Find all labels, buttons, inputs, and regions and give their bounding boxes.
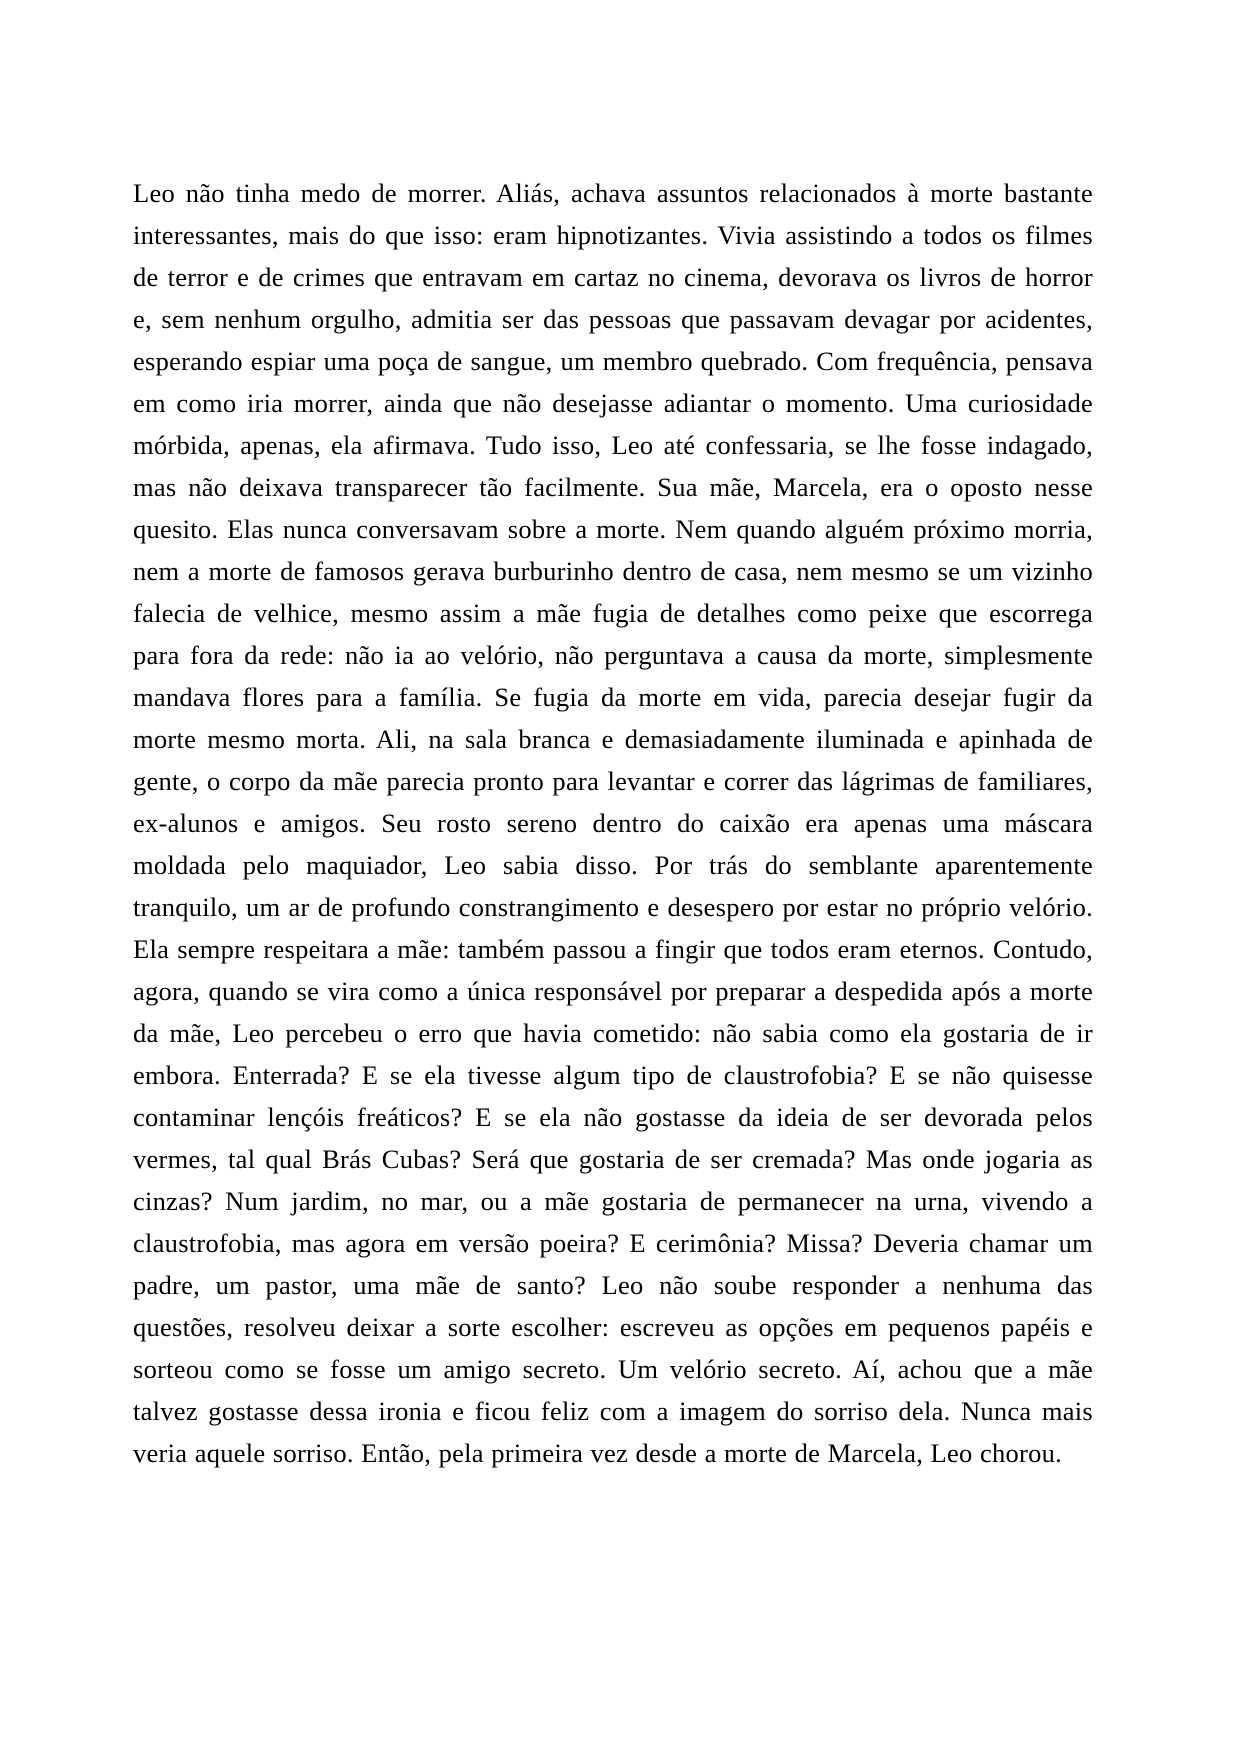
body-paragraph: Leo não tinha medo de morrer. Aliás, achava assuntos relacionados à morte bastante interessantes, mais do que isso: eram hipnotizantes. Vivia assistindo a todos os filmes de terror e de crimes que entravam em cartaz no cinema, devorava os livros de horror e, sem nenhum orgulho, admitia ser das pessoas que passavam devagar por acidentes, esperando espiar uma poça de sangue, um membro quebrado. Com frequência, pensava em como iria morrer, ainda que não desejasse adiantar o momento. Uma curiosidade mórbida, apenas, ela afirmava. Tudo isso, Leo até confessaria, se lhe fosse indagado, mas não deixava transparecer tão facilmente. Sua mãe, Marcela, era o oposto nesse quesito. Elas nunca conversavam sobre a morte. Nem quando alguém próximo morria, nem a morte de famosos gerava burburinho dentro de casa, nem mesmo se um vizinho falecia de velhice, mesmo assim a mãe fugia de detalhes como peixe que escorrega para fora da rede: não ia ao velório, não perguntava a causa da morte, simplesmente mandava flores para a família. Se fugia da morte em vida, parecia desejar fugir da morte mesmo morta. Ali, na sala branca e demasiadamente iluminada e apinhada de gente, o corpo da mãe parecia pronto para levantar e correr das lágrimas de familiares, ex-alunos e amigos. Seu rosto sereno dentro do caixão era apenas uma máscara moldada pelo maquiador, Leo sabia disso. Por trás do semblante aparentemente tranquilo, um ar de profundo constrangimento e desespero por estar no próprio velório. Ela sempre respeitara a mãe: também passou a fingir que todos eram eternos. Contudo, agora, quando se vira como a única responsável por preparar a despedida após a morte da mãe, Leo percebeu o erro que havia cometido: não sabia como ela gostaria de ir embora. Enterrada? E se ela tivesse algum tipo de claustrofobia? E se não quisesse contaminar lençóis freáticos? E se ela não gostasse da ideia de ser devorada pelos vermes, tal qual Brás Cubas? Será que gostaria de ser cremada? Mas onde jogaria as cinzas? Num jardim, no mar, ou a mãe gostaria de permanecer na urna, vivendo a claustrofobia, mas agora em versão poeira? E cerimônia? Missa? Deveria chamar um padre, um pastor, uma mãe de santo? Leo não soube responder a nenhuma das questões, resolveu deixar a sorte escolher: escreveu as opções em pequenos papéis e sorteou como se fosse um amigo secreto. Um velório secreto. Aí, achou que a mãe talvez gostasse dessa ironia e ficou feliz com a imagem do sorriso dela. Nunca mais veria aquele sorriso. Então, pela primeira vez desde a morte de Marcela, Leo chorou. bbox=[133, 178, 1093, 1468]
document-text-block bbox=[133, 172, 1093, 1474]
